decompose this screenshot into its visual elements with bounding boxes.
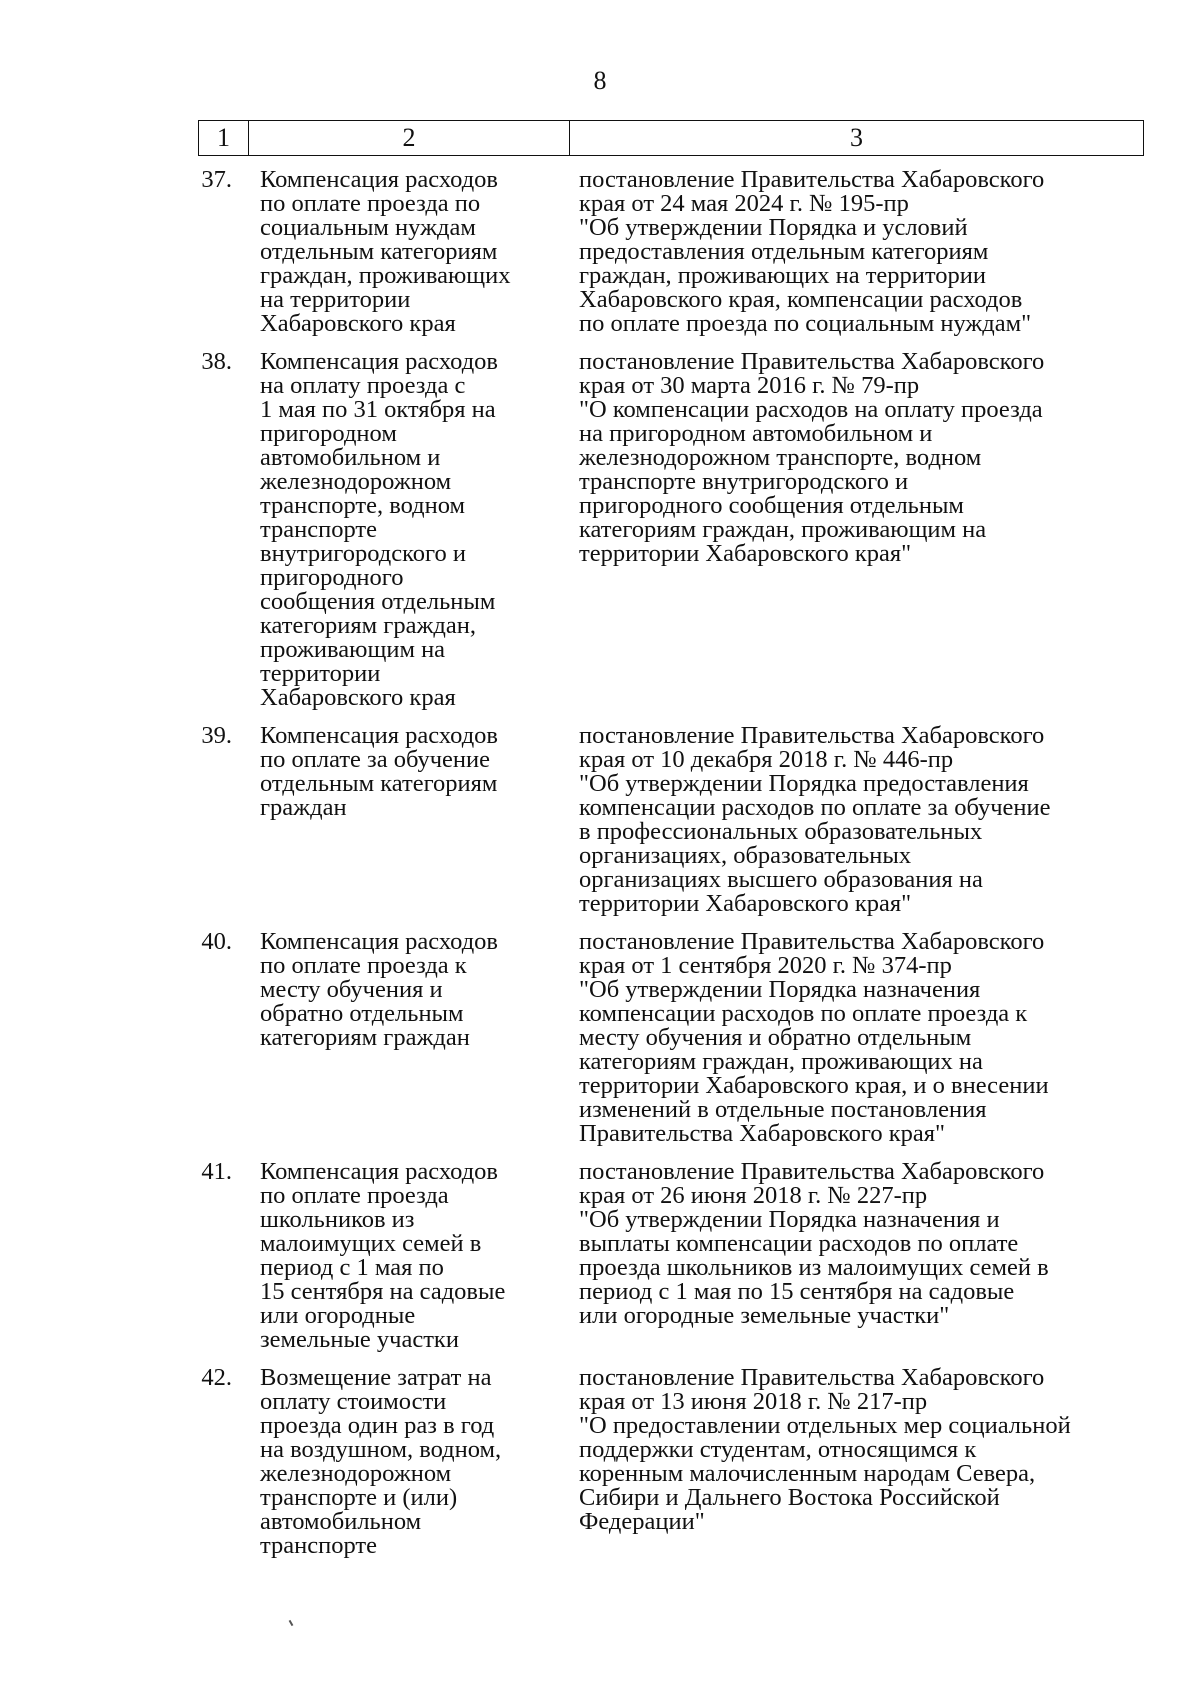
legal-act-line: края от 13 июня 2018 г. № 217-пр <box>579 1388 928 1415</box>
measure-line: земельные участки <box>260 1326 459 1353</box>
measure-line: 1 мая по 31 октября на <box>260 396 496 423</box>
measure-line: категориям граждан, <box>260 612 476 639</box>
legal-act-line: изменений в отдельные постановления <box>579 1096 987 1123</box>
measure-cell <box>248 930 569 1146</box>
measure-line: оплату стоимости <box>260 1388 447 1415</box>
legal-act-cell <box>569 1366 1144 1558</box>
legal-act-line: транспорте внутригородского и <box>579 468 909 495</box>
legal-act-line: Сибири и Дальнего Востока Российской <box>579 1484 1000 1511</box>
legal-act-line: по оплате проезда по социальным нуждам" <box>579 310 1032 337</box>
row-number: 42. <box>201 1364 232 1391</box>
table-row <box>198 1160 1144 1352</box>
measure-line: на территории <box>260 286 411 313</box>
legal-act-cell <box>569 1160 1144 1352</box>
legal-act-line: в профессиональных образовательных <box>579 818 983 845</box>
measure-line: по оплате проезда к <box>260 952 467 979</box>
measure-line: транспорте <box>260 1532 377 1559</box>
row-number: 39. <box>201 722 232 749</box>
measure-line: по оплате за обучение <box>260 746 491 773</box>
legal-act-line: категориям граждан, проживающих на <box>579 1048 983 1075</box>
measure-line: период с 1 мая по <box>260 1254 444 1281</box>
measure-line: обратно отдельным <box>260 1000 464 1027</box>
legal-act-line: постановление Правительства Хабаровского <box>579 1364 1045 1391</box>
legal-act-line: выплаты компенсации расходов по оплате <box>579 1230 1019 1257</box>
legal-act-line: коренным малочисленным народам Севера, <box>579 1460 1036 1487</box>
table-row <box>198 1366 1144 1558</box>
measure-line: Компенсация расходов <box>260 166 498 193</box>
legal-act-line: период с 1 мая по 15 сентября на садовые <box>579 1278 1015 1305</box>
measure-line: на воздушном, водном, <box>260 1436 502 1463</box>
page-number: 8 <box>593 66 607 95</box>
measure-line: категориям граждан <box>260 1024 470 1051</box>
row-number: 38. <box>201 348 232 375</box>
legal-act-line: Правительства Хабаровского края" <box>579 1120 946 1147</box>
row-number: 40. <box>201 928 232 955</box>
legal-act-line: постановление Правительства Хабаровского <box>579 1158 1045 1185</box>
measure-cell <box>248 168 569 336</box>
measure-line: на оплату проезда с <box>260 372 466 399</box>
legal-act-line: "Об утверждении Порядка и условий <box>579 214 968 241</box>
measure-cell <box>248 1160 569 1352</box>
legal-act-line: пригородного сообщения отдельным <box>579 492 964 519</box>
measure-line: граждан, проживающих <box>260 262 511 289</box>
measure-line: пригородного <box>260 564 404 591</box>
measure-cell <box>248 350 569 710</box>
legal-act-line: "Об утверждении Порядка назначения <box>579 976 981 1003</box>
measure-line: автомобильном <box>260 1508 422 1535</box>
row-number: 41. <box>201 1158 232 1185</box>
measure-line: месту обучения и <box>260 976 443 1003</box>
table-row <box>198 724 1144 916</box>
legal-act-line: постановление Правительства Хабаровского <box>579 166 1045 193</box>
legal-act-line: или огородные земельные участки" <box>579 1302 950 1329</box>
legal-act-line: категориям граждан, проживающим на <box>579 516 987 543</box>
measure-line: сообщения отдельным <box>260 588 496 615</box>
measure-line: по оплате проезда <box>260 1182 449 1209</box>
measure-line: проживающим на <box>260 636 446 663</box>
measure-line: железнодорожном <box>260 468 452 495</box>
legal-act-line: компенсации расходов по оплате проезда к <box>579 1000 1028 1027</box>
legal-act-cell <box>569 724 1144 916</box>
measure-cell <box>248 1366 569 1558</box>
measure-line: транспорте и (или) <box>260 1484 458 1511</box>
legal-act-cell <box>569 168 1144 336</box>
measure-line: отдельным категориям <box>260 770 498 797</box>
legal-act-line: территории Хабаровского края" <box>579 540 912 567</box>
legal-act-line: поддержки студентам, относящимся к <box>579 1436 977 1463</box>
legal-act-line: края от 24 мая 2024 г. № 195-пр <box>579 190 909 217</box>
legal-act-line: Федерации" <box>579 1508 705 1535</box>
legal-act-line: края от 26 июня 2018 г. № 227-пр <box>579 1182 928 1209</box>
legal-act-line: постановление Правительства Хабаровского <box>579 928 1045 955</box>
measure-cell <box>248 724 569 916</box>
measure-line: социальным нуждам <box>260 214 476 241</box>
legal-act-line: постановление Правительства Хабаровского <box>579 348 1045 375</box>
header-col-1: 1 <box>199 121 249 155</box>
legal-act-line: территории Хабаровского края" <box>579 890 912 917</box>
measure-line: школьников из <box>260 1206 415 1233</box>
measure-line: проезда один раз в год <box>260 1412 495 1439</box>
legal-act-line: предоставления отдельным категориям <box>579 238 989 265</box>
measure-line: Компенсация расходов <box>260 928 498 955</box>
legal-act-line: постановление Правительства Хабаровского <box>579 722 1045 749</box>
measure-line: Хабаровского края <box>260 310 456 337</box>
measure-line: Компенсация расходов <box>260 1158 498 1185</box>
measure-line: железнодорожном <box>260 1460 452 1487</box>
measure-line: транспорте, водном <box>260 492 466 519</box>
measure-line: пригородном <box>260 420 397 447</box>
measure-line: Компенсация расходов <box>260 722 498 749</box>
legal-act-line: края от 30 марта 2016 г. № 79-пр <box>579 372 920 399</box>
table-header-row <box>198 120 1144 156</box>
measure-line: территории <box>260 660 381 687</box>
legal-act-cell <box>569 930 1144 1146</box>
table-row <box>198 168 1144 336</box>
header-col-3: 3 <box>850 123 863 152</box>
measure-line: 15 сентября на садовые <box>260 1278 506 1305</box>
legal-act-line: края от 10 декабря 2018 г. № 446-пр <box>579 746 954 773</box>
legal-act-line: месту обучения и обратно отдельным <box>579 1024 972 1051</box>
measure-line: или огородные <box>260 1302 416 1329</box>
legal-act-line: "О компенсации расходов на оплату проезда <box>579 396 1043 423</box>
legal-act-line: края от 1 сентября 2020 г. № 374-пр <box>579 952 952 979</box>
legal-act-line: организациях высшего образования на <box>579 866 983 893</box>
measure-line: Хабаровского края <box>260 684 456 711</box>
table-row <box>198 930 1144 1146</box>
measure-line: Компенсация расходов <box>260 348 498 375</box>
legal-act-line: организациях, образовательных <box>579 842 912 869</box>
legal-act-line: железнодорожном транспорте, водном <box>579 444 982 471</box>
measure-line: малоимущих семей в <box>260 1230 482 1257</box>
legal-act-line: граждан, проживающих на территории <box>579 262 987 289</box>
measure-line: внутригородского и <box>260 540 466 567</box>
row-number: 37. <box>201 166 232 193</box>
table-row <box>198 350 1144 710</box>
measure-line: граждан <box>260 794 347 821</box>
measure-line: автомобильном и <box>260 444 441 471</box>
table-body <box>198 168 1144 1572</box>
scan-mark <box>289 1620 294 1626</box>
legal-act-cell <box>569 350 1144 710</box>
legal-act-line: "Об утверждении Порядка назначения и <box>579 1206 1000 1233</box>
header-col-2: 2 <box>249 121 570 155</box>
legal-act-line: на пригородном автомобильном и <box>579 420 933 447</box>
measure-line: транспорте <box>260 516 377 543</box>
legal-act-line: проезда школьников из малоимущих семей в <box>579 1254 1049 1281</box>
legal-act-line: Хабаровского края, компенсации расходов <box>579 286 1023 313</box>
measure-line: по оплате проезда по <box>260 190 481 217</box>
measure-line: отдельным категориям <box>260 238 498 265</box>
legal-act-line: "Об утверждении Порядка предоставления <box>579 770 1029 797</box>
measure-line: Возмещение затрат на <box>260 1364 492 1391</box>
legal-act-line: компенсации расходов по оплате за обучение <box>579 794 1051 821</box>
legal-act-line: "О предоставлении отдельных мер социальной <box>579 1412 1071 1439</box>
legal-act-line: территории Хабаровского края, и о внесении <box>579 1072 1049 1099</box>
